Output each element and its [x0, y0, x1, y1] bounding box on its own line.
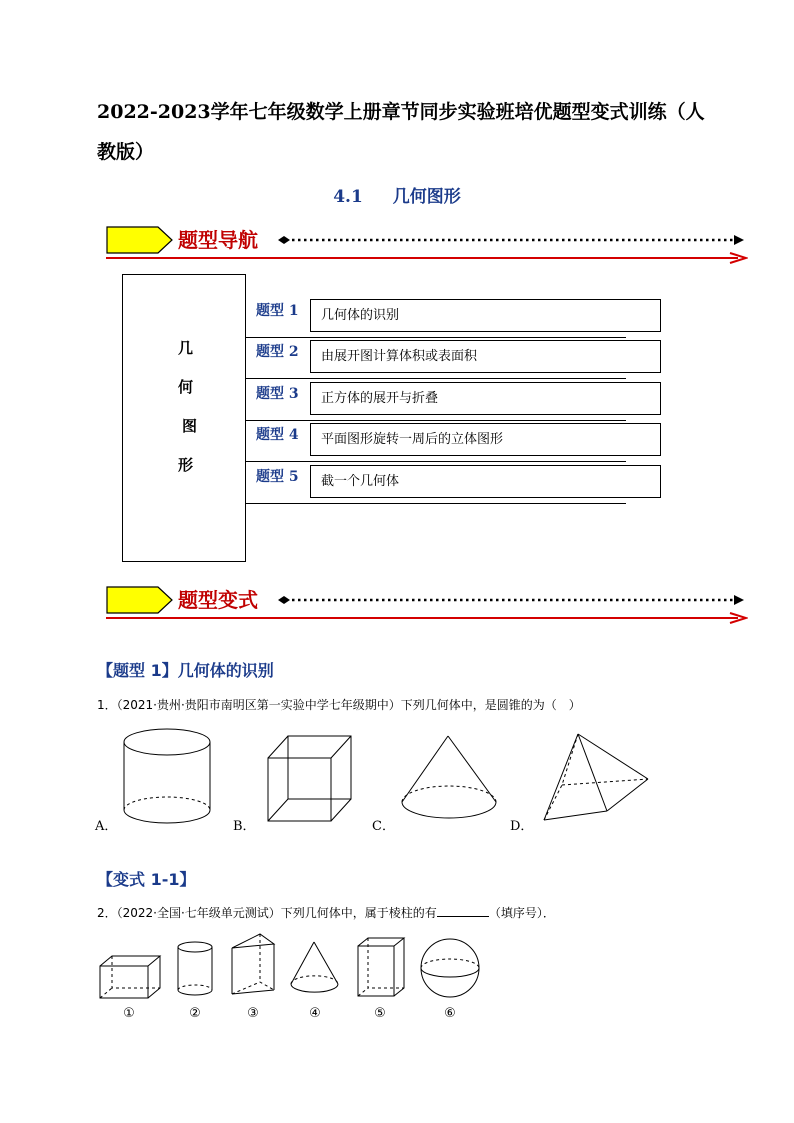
section-name: 几何图形 — [392, 187, 461, 207]
nav-divider — [246, 503, 626, 504]
q1-option-b[interactable]: B． — [233, 819, 256, 834]
q2-label-6: ⑥ — [444, 1006, 456, 1021]
type-label: 题型 5 — [256, 469, 299, 485]
q1-figure-cylinder — [122, 724, 222, 834]
variants-banner-label: 题型变式 — [178, 588, 258, 612]
q1-figure-cube — [262, 730, 362, 840]
q2-label-3: ③ — [247, 1006, 259, 1021]
question-2-prefix: 2．（2022·全国·七年级单元测试）下列几何体中，属于棱柱的有 — [97, 906, 437, 920]
type-item-2[interactable]: 由展开图计算体积或表面积 — [310, 340, 661, 373]
type-item-3[interactable]: 正方体的展开与折叠 — [310, 382, 661, 415]
variants-banner — [106, 584, 748, 628]
q2-figure-sphere — [418, 936, 482, 1000]
q2-label-2: ② — [189, 1006, 201, 1021]
type-item-1[interactable]: 几何体的识别 — [310, 299, 661, 332]
q2-label-1: ① — [123, 1006, 135, 1021]
q2-figure-cone — [288, 940, 344, 1000]
type-item-5[interactable]: 截一个几何体 — [310, 465, 661, 498]
type-label: 题型 1 — [256, 303, 299, 319]
nav-category-char: 几 — [178, 339, 194, 357]
nav-divider — [246, 420, 626, 421]
nav-banner-label: 题型导航 — [178, 228, 258, 252]
nav-category-box — [122, 274, 246, 562]
q1-figure-cone — [396, 732, 506, 842]
nav-divider — [246, 461, 626, 462]
nav-category-char: 形 — [178, 456, 194, 474]
q1-option-c[interactable]: C． — [372, 819, 395, 834]
nav-category-char: 何 — [178, 378, 194, 396]
q2-figure-triangular-prism — [230, 932, 278, 998]
type-label: 题型 4 — [256, 427, 299, 443]
q2-label-5: ⑤ — [374, 1006, 386, 1021]
variant-1-1-heading: 【变式 1-1】 — [97, 870, 196, 889]
type-label: 题型 2 — [256, 344, 299, 360]
q1-option-d[interactable]: D． — [510, 819, 534, 834]
q1-option-a[interactable]: A． — [95, 819, 118, 834]
nav-category-char: 图 — [182, 417, 198, 435]
q2-figure-cuboid — [98, 954, 164, 1002]
nav-divider — [246, 337, 626, 338]
q2-label-4: ④ — [309, 1006, 321, 1021]
document-title: 2022-2023学年七年级数学上册章节同步实验班培优题型变式训练（人教版） — [97, 101, 705, 163]
type-label: 题型 3 — [256, 386, 299, 402]
nav-divider — [246, 378, 626, 379]
answer-blank[interactable] — [437, 905, 489, 917]
nav-banner — [106, 224, 748, 268]
q2-figure-square-prism — [356, 936, 408, 1002]
type-item-4[interactable]: 平面图形旋转一周后的立体图形 — [310, 423, 661, 456]
type1-heading: 【题型 1】几何体的识别 — [97, 661, 274, 680]
section-title — [0, 182, 794, 207]
section-number: 4.1 — [333, 187, 363, 207]
question-2-text — [97, 904, 555, 921]
question-2-suffix: （填序号）． — [488, 906, 555, 920]
q1-figure-pyramid — [540, 730, 652, 840]
question-1-text: 1．（2021·贵州·贵阳市南明区第一实验中学七年级期中）下列几何体中，是圆锥的为（ ） — [97, 698, 581, 712]
q2-figure-cylinder — [176, 940, 216, 1000]
